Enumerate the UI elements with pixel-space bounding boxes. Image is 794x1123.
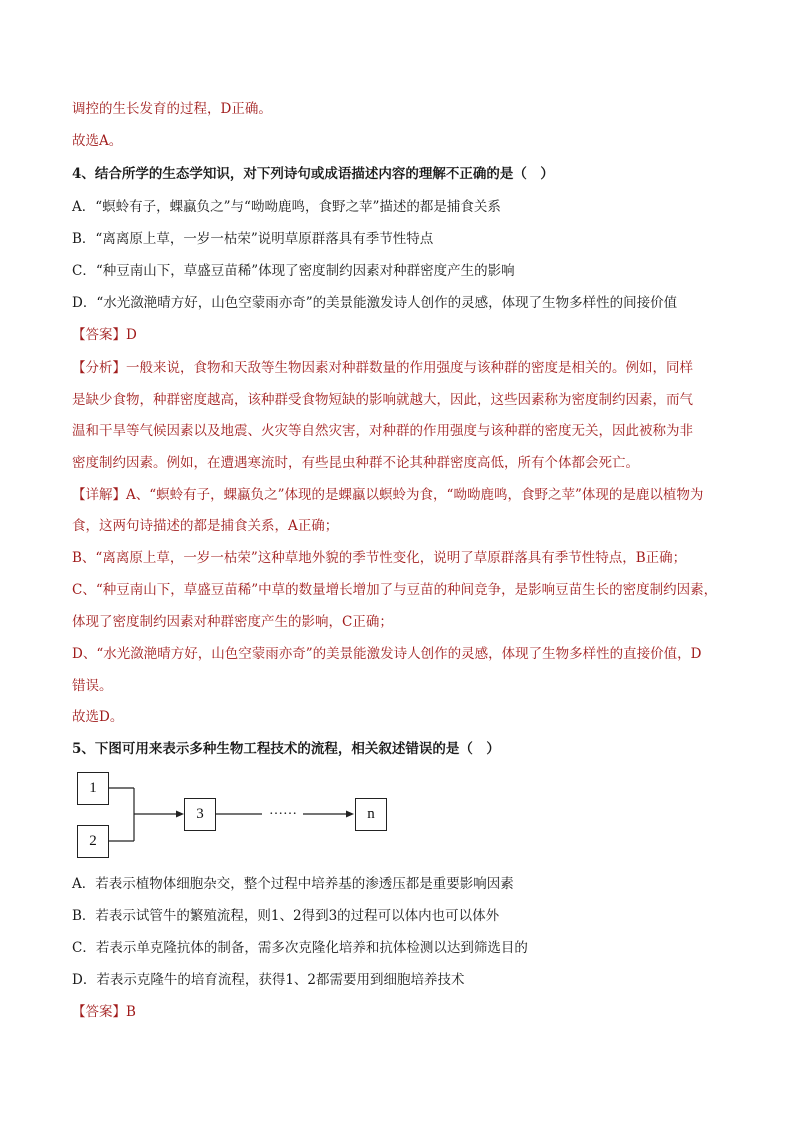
analysis-tag: 【分析】 (72, 360, 126, 376)
flow-box-1: 1 (77, 772, 109, 805)
detail-line: D、“水光潋滟晴方好，山色空蒙雨亦奇”的美景能激发诗人创作的灵感，体现了生物多样性的直接价值，D (72, 646, 702, 662)
detail-tag: 【详解】 (72, 487, 126, 503)
analysis-line (72, 358, 732, 378)
question-5-answer (72, 1002, 732, 1022)
detail-line: 错误。 (72, 678, 113, 694)
detail-text: A、“螟蛉有子，蜾蠃负之”体现的是蜾蠃以螟蛉为食，“呦呦鹿鸣，食野之苹”体现的是鹿以植物为 (126, 487, 704, 503)
question-4-option-c: C．“种豆南山下，草盛豆苗稀”体现了密度制约因素对种群密度产生的影响 (72, 263, 515, 279)
flow-box-n: n (355, 798, 387, 831)
detail-line: C、“种豆南山下，草盛豆苗稀”中草的数量增长增加了与豆苗的种间竞争，是影响豆苗生长的密度制约因素， (72, 582, 718, 598)
question-4-stem: 4、结合所学的生态学知识，对下列诗句或成语描述内容的理解不正确的是（ ） (72, 166, 554, 182)
detail-line: 食，这两句诗描述的都是捕食关系，A正确； (72, 518, 339, 534)
analysis-line: 是缺少食物，种群密度越高，该种群受食物短缺的影响就越大，因此，这些因素称为密度制约因素，而气 (72, 392, 693, 408)
analysis-line: 温和干旱等气候因素以及地震、火灾等自然灾害，对种群的作用强度与该种群的密度无关，因此被称为非 (72, 423, 693, 439)
answer-value: D (126, 327, 137, 343)
question-4-option-a: A．“螟蛉有子，蜾蠃负之”与“呦呦鹿鸣，食野之苹”描述的都是捕食关系 (72, 199, 501, 215)
answer-tag: 【答案】 (72, 327, 126, 343)
detail-line: 体现了密度制约因素对种群密度产生的影响，C正确； (72, 614, 393, 630)
question-5-option-a: A．若表示植物体细胞杂交，整个过程中培养基的渗透压都是重要影响因素 (72, 876, 514, 892)
text-line: 调控的生长发育的过程，D正确。 (72, 101, 272, 117)
question-5-option-b: B．若表示试管牛的繁殖流程，则1、2得到3的过程可以体内也可以体外 (72, 908, 500, 924)
flow-box-3: 3 (184, 798, 216, 831)
analysis-text: 一般来说，食物和天敌等生物因素对种群数量的作用强度与该种群的密度是相关的。例如，同样 (126, 360, 693, 376)
question-4-answer (72, 325, 732, 345)
analysis-line: 密度制约因素。例如，在遭遇寒流时，有些昆虫种群不论其种群密度高低，所有个体都会死亡。 (72, 455, 639, 471)
flow-box-2: 2 (77, 825, 109, 858)
detail-line (72, 485, 732, 505)
flow-ellipsis: …… (269, 803, 297, 818)
question-5-stem: 5、下图可用来表示多种生物工程技术的流程，相关叙述错误的是（ ） (72, 741, 500, 757)
question-5-option-c: C．若表示单克隆抗体的制备，需多次克隆化培养和抗体检测以达到筛选目的 (72, 940, 528, 956)
answer-tag: 【答案】 (72, 1004, 126, 1020)
question-4-option-d: D．“水光潋滟晴方好，山色空蒙雨亦奇”的美景能激发诗人创作的灵感，体现了生物多样性的间接价值 (72, 295, 678, 311)
answer-value: B (126, 1004, 136, 1020)
choice-line: 故选D。 (72, 709, 124, 725)
question-4-option-b: B．“离离原上草，一岁一枯荣”说明草原群落具有季节性特点 (72, 231, 434, 247)
detail-line: B、“离离原上草，一岁一枯荣”这种草地外貌的季节性变化，说明了草原群落具有季节性特点，B正确； (72, 550, 687, 566)
question-5-option-d: D．若表示克隆牛的培育流程，获得1、2都需要用到细胞培养技术 (72, 972, 465, 988)
text-line: 故选A。 (72, 133, 123, 149)
